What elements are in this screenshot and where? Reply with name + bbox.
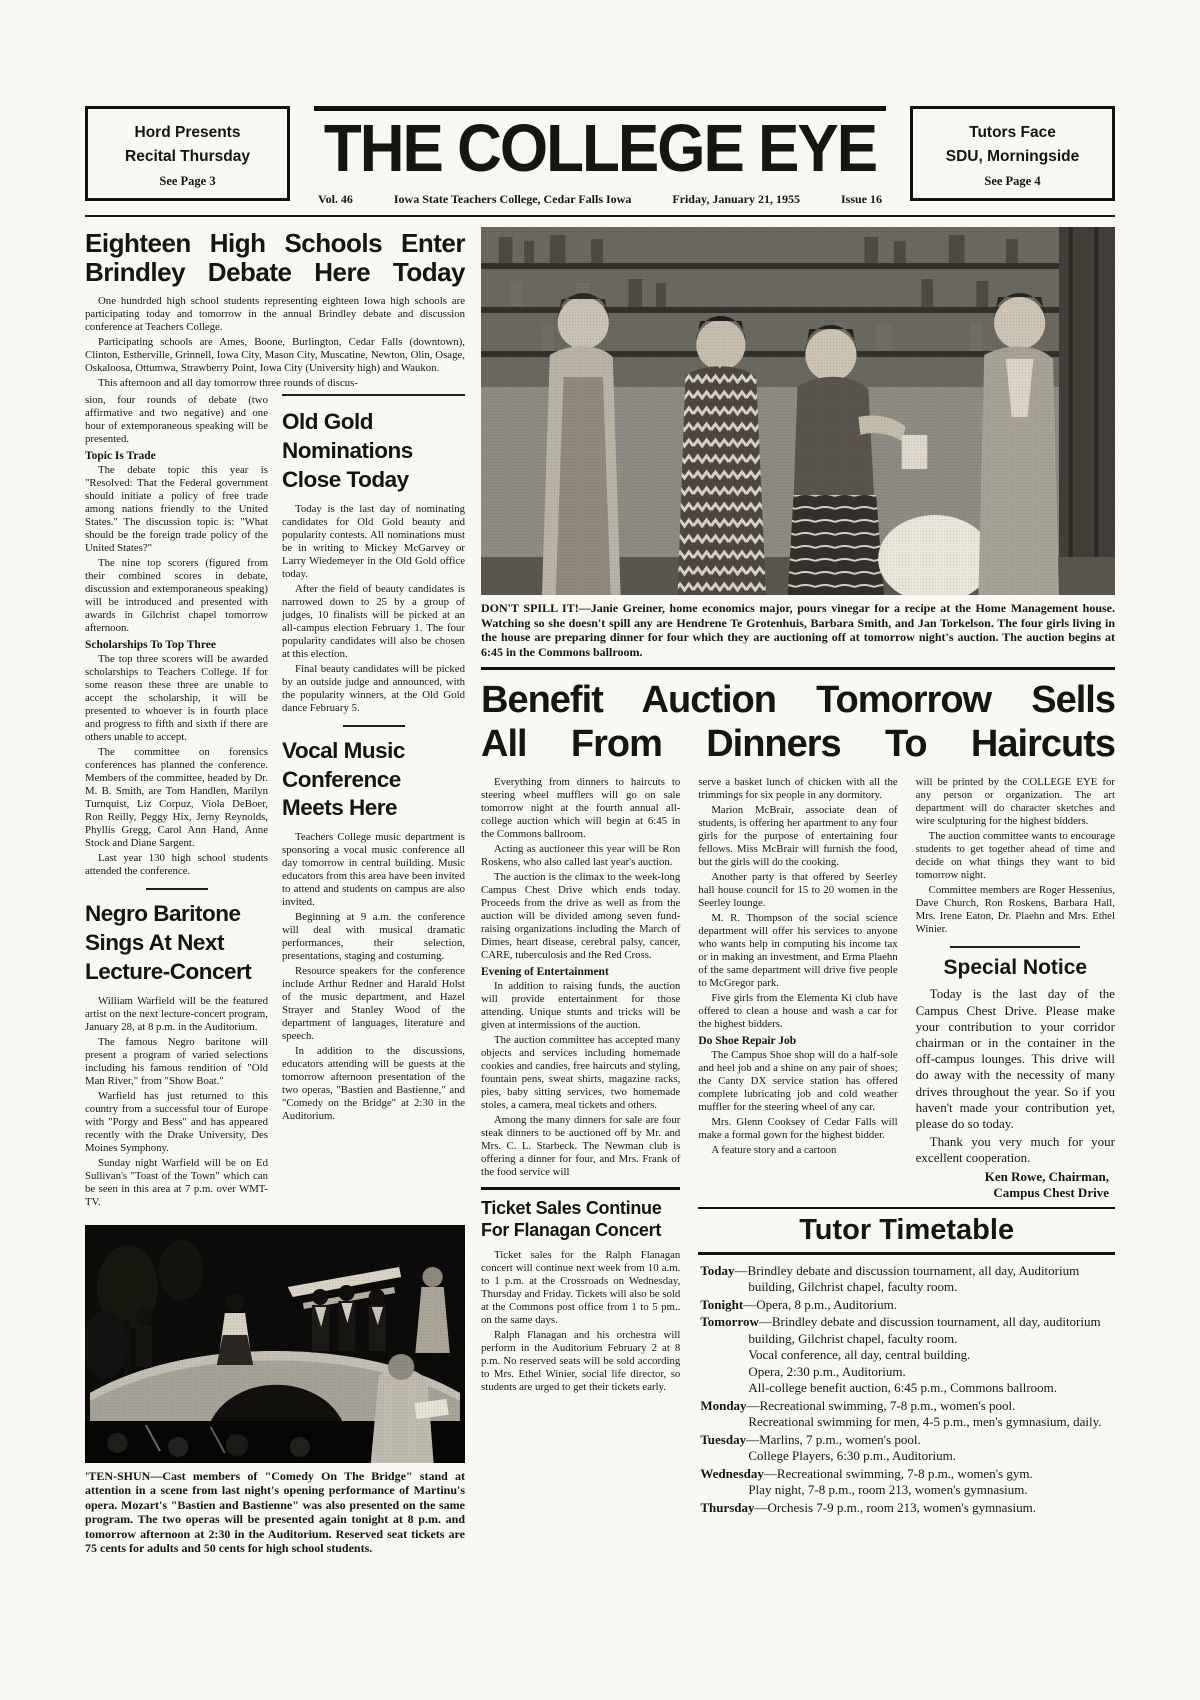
lead-continuation: sion, four rounds of debate (two affirmative and two negative) and one hour of extemporaneous speaking will be presented. bbox=[85, 394, 268, 446]
right-zone bbox=[481, 227, 1115, 1556]
article-paragraph: The top three scorers will be awarded scholarships to Teachers College. If for some reason these three are unable to accept the scholarship, it will be presented to whoever is in fourth place and progress to fifth and sixth if there are others unable to accept. bbox=[85, 653, 268, 744]
benefit-col3-continuation: will be printed by the COLLEGE EYE for any person or organization. The art department will do character sketches and wire sculpturing for the highest bidders. bbox=[915, 776, 1115, 828]
article-paragraph: Participating schools are Ames, Boone, Burlington, Cedar Falls (downtown), Clinton, Estherville, Grinnell, Iowa City, Mason City, Muscatine, Newton, Olin, Osage, Oskaloosa, Ottumwa, Strawberry Point, Iowa City (University high) and Waukon. bbox=[85, 336, 465, 375]
special-notice-title: Special Notice bbox=[943, 956, 1088, 980]
kitchen-photo-art bbox=[481, 227, 1115, 595]
lead-subhead-scholarships: Scholarships To Top Three bbox=[85, 639, 216, 652]
special-notice-divider bbox=[950, 946, 1080, 948]
timetable-entry-first-line bbox=[700, 1297, 1113, 1314]
article-paragraph: Acting as auctioneer this year will be Ron Roskens, who also called last year's auction. bbox=[481, 843, 681, 869]
timetable-day: Today bbox=[700, 1262, 735, 1278]
article-paragraph: In addition to raising funds, the auction will provide entertainment for those attending. Unique stunts and tricks will be given at intermissions of the auction. bbox=[481, 980, 681, 1032]
timetable-extra-lines bbox=[700, 1482, 1113, 1499]
timetable-event: —Opera, 8 p.m., Auditorium. bbox=[743, 1296, 898, 1312]
special-notice-body bbox=[916, 986, 1115, 1166]
article-divider bbox=[146, 888, 208, 890]
masthead-top-rule bbox=[314, 106, 886, 111]
article-paragraph: The Campus Shoe shop will do a half-sole and heel job and a shine on any pair of shoes; the Canty DX service station has offered complete lubricating job and cold weather muffler for the steering wheel of any car. bbox=[698, 1049, 898, 1114]
timetable-entry-first-line bbox=[700, 1500, 1113, 1517]
lead-headline: Eighteen High Schools Enter Brindley Debate Here Today bbox=[85, 228, 465, 287]
article-paragraph: One hundrded high school students representing eighteen Iowa high schools are participating today and tomorrow in the annual Brindley debate and discussion conference at Teachers College. bbox=[85, 295, 465, 334]
benefit-col2-continuation: serve a basket lunch of chicken with all the trimmings for six people in any dormitory. bbox=[698, 776, 898, 802]
benefit-col1-paras-after bbox=[481, 980, 680, 1179]
article-paragraph: The committee on forensics conferences has planned the conference. Members of the committee, headed by Dr. M. B. Smith, are Tom Handlen, Marilyn Turnquist, Liz Corpuz, Viola DeBoer, Ron Reilly, Peggy Hix, Jerny Reynolds, Phyllis Gregg, Carol Ann Hand, Anne Stock and Diane Sargent. bbox=[85, 746, 268, 850]
timetable-entry bbox=[700, 1500, 1113, 1517]
timetable-entry bbox=[700, 1297, 1113, 1314]
masthead-bottom-rule bbox=[85, 215, 1115, 217]
timetable-entry-first-line bbox=[700, 1432, 1113, 1449]
timetable-event: —Recreational swimming, 7-8 p.m., women's gym. bbox=[763, 1465, 1033, 1481]
page-content bbox=[85, 227, 1115, 1556]
left-zone bbox=[85, 227, 465, 1556]
ear-right-line1: Tutors Face bbox=[969, 124, 1056, 141]
ear-box-right bbox=[910, 106, 1115, 201]
left-two-columns bbox=[85, 394, 465, 1210]
timetable-entry bbox=[700, 1263, 1113, 1296]
article-paragraph: Last year 130 high school students attended the conference. bbox=[85, 852, 268, 878]
flanagan-article bbox=[481, 1249, 680, 1394]
timetable-event: Opera, 2:30 p.m., Auditorium. bbox=[748, 1363, 906, 1379]
timetable-event: —Brindley debate and discussion tournament, all day, auditorium building, Gilchrist chapel, faculty room. bbox=[748, 1314, 1101, 1346]
lead-paras-scholarships bbox=[85, 653, 268, 878]
notice-paragraph: Thank you very much for your excellent cooperation. bbox=[915, 1134, 1115, 1166]
opera-photo bbox=[85, 1225, 465, 1463]
timetable-event: —Brindley debate and discussion tournament, all day, Auditorium building, Gilchrist chapel, faculty room. bbox=[734, 1262, 1080, 1295]
article-paragraph: Warfield has just returned to this country from a successful tour of Europe with "Porgy and Bess" and has appeared recently with the Drake University, Des Moines Symphony. bbox=[85, 1089, 268, 1154]
left-column-b bbox=[282, 394, 465, 1210]
benefit-col1-subhead: Evening of Entertainment bbox=[481, 966, 609, 979]
opera-photo-caption bbox=[85, 1469, 465, 1556]
timetable-extra-lines bbox=[700, 1347, 1113, 1397]
ear-box-left bbox=[85, 106, 290, 201]
paper-title: THE COLLEGE EYE bbox=[323, 111, 877, 187]
flanagan-headline: Ticket Sales Continue For Flanagan Concert bbox=[481, 1198, 662, 1241]
article-paragraph: Everything from dinners to haircuts to steering wheel mufflers will go on sale tomorrow night at the fourth annual all-college auction which will begin at 6:45 in the Commons ballroom. bbox=[481, 776, 681, 841]
flanagan-top-rule bbox=[481, 1187, 680, 1190]
dateline-organization: Iowa State Teachers College, Cedar Falls Iowa bbox=[393, 192, 632, 207]
lead-intro bbox=[85, 295, 465, 390]
timetable-entry bbox=[700, 1466, 1113, 1499]
timetable-entry-first-line bbox=[700, 1466, 1113, 1483]
article-paragraph: In addition to the discussions, educators attending will be guests at the tomorrow afternoon presentation of the two operas, "Bastien and Bastienne," and "Comedy on the Bridge" at 2:30 in the Auditorium. bbox=[282, 1045, 465, 1123]
benefit-headline-line1: Benefit Auction Tomorrow Sells bbox=[481, 679, 1115, 722]
timetable-day: Tonight bbox=[700, 1296, 744, 1312]
article-paragraph: Resource speakers for the conference include Arthur Redner and Harald Holst of the music department, and Hazel Strayer and Stanley Wood of the department of languages, literature and speech. bbox=[282, 965, 465, 1043]
timetable-entry-first-line bbox=[700, 1263, 1113, 1296]
timetable-entry-first-line bbox=[700, 1314, 1113, 1347]
lead-paras-topic bbox=[85, 464, 268, 635]
timetable-event: Vocal conference, all day, central building. bbox=[748, 1347, 971, 1363]
article-paragraph: A feature story and a cartoon bbox=[711, 1144, 837, 1157]
article-paragraph: The famous Negro baritone will present a program of varied selections including his famous rendition of "Old Man River," from "Show Boat." bbox=[85, 1035, 268, 1087]
benefit-col3-paras bbox=[916, 830, 1115, 936]
caption-lead: DON'T SPILL IT! bbox=[481, 601, 579, 616]
dateline-date: Friday, January 21, 1955 bbox=[672, 192, 800, 207]
left-column-a bbox=[85, 394, 268, 1210]
dateline bbox=[314, 192, 886, 207]
old-gold-article bbox=[282, 503, 465, 715]
article-paragraph: Five girls from the Elementa Ki club have offered to clean a house and wash a car for the highest bidders. bbox=[698, 992, 898, 1031]
article-paragraph: Teachers College music department is sponsoring a vocal music conference all day tomorrow in central building. Music educators from this area have been invited to attend and students on campus are also invited. bbox=[282, 831, 465, 909]
timetable-title: Tutor Timetable bbox=[799, 1214, 1015, 1247]
article-paragraph: The auction committee has accepted many objects and services including homemade cookies and candies, free haircuts and styling, fountain pens, sweat shirts, magazine racks, pies, baby sitting services, two homemade stoles, a camera, meal tickets and others. bbox=[481, 1034, 681, 1112]
notice-signature-name: Ken Rowe, Chairman, bbox=[984, 1168, 1109, 1184]
article-paragraph: Today is the last day of nominating candidates for Old Gold beauty and popularity contests. All nominations must be in writing to Mickey McGarvey or Larry Wiedemeyer in the Old Gold office today. bbox=[282, 502, 465, 580]
article-paragraph: The debate topic this year is "Resolved: That the Federal government should initiate a policy of free trade among nations friendly to the United States." The discussion topic is: "What should be the foreign trade policy of the United States?" bbox=[85, 464, 268, 555]
vocal-music-headline: Vocal Music Conference Meets Here bbox=[282, 737, 405, 821]
article-paragraph: This afternoon and all day tomorrow three rounds of discus- bbox=[98, 377, 358, 390]
dateline-issue: Issue 16 bbox=[840, 192, 882, 207]
caption-lead: 'TEN-SHUN bbox=[85, 1468, 151, 1483]
benefit-col2-paras-after bbox=[698, 1049, 897, 1157]
benefit-column-1 bbox=[481, 776, 680, 1517]
old-gold-top-rule bbox=[282, 394, 465, 396]
caption-text: —Janie Greiner, home economics major, pours vinegar for a recipe at the Home Management house. Watching so she doesn't spill any are Hendrene Te Grotenhuis, Barbara Smith, and Jan Torkelson. The four girls living in the house are preparing dinner for four which they are auctioning off at tomorrow night's auction. The auction begins at 6:45 in the Commons ballroom. bbox=[481, 601, 1115, 659]
timetable-entry-first-line bbox=[700, 1398, 1113, 1415]
timetable-day: Thursday bbox=[700, 1499, 755, 1515]
benefit-columns bbox=[481, 776, 1115, 1517]
article-paragraph: Ticket sales for the Ralph Flanagan concert will continue next week from 10 a.m. to 1 p.m. at the Crossroads on Wednesday, Thursday and Friday. Tickets will also be sold at the Commons post office from 1 to 5 pm.. on the same days. bbox=[481, 1249, 681, 1327]
tutor-timetable bbox=[698, 1207, 1115, 1518]
benefit-top-rule bbox=[481, 667, 1115, 670]
article-paragraph: Sunday night Warfield will be on Ed Sullivan's "Toast of the Town" which can be seen in this area at 7 p.m. over WMT-TV. bbox=[85, 1156, 268, 1208]
article-paragraph: The auction is the climax to the week-long Campus Chest Drive which ends today. Proceeds from the drive as well as from the auction will be divided among seven fund-raising organizations including the March of Dimes, heart disease, cerebral palsy, cancer, CARE, tuberculosis and the Red Cross. bbox=[481, 871, 681, 962]
article-paragraph: Marion McBrair, associate dean of students, is offering her apartment to any four girls for the purpose of entertaining four fellows. Miss McBrair will furnish the food, but the girls will do the cooking. bbox=[698, 804, 898, 869]
ear-left-see-page: See Page 3 bbox=[159, 174, 216, 189]
benefit-col2-paras bbox=[698, 804, 897, 1031]
timetable-entry bbox=[700, 1398, 1113, 1431]
kitchen-photo bbox=[481, 227, 1115, 595]
timetable-event: —Recreational swimming, 7-8 p.m., women's pool. bbox=[746, 1397, 1016, 1413]
timetable-entry bbox=[700, 1314, 1113, 1397]
ear-right-line2: SDU, Morningside bbox=[945, 148, 1080, 166]
timetable-top-rule bbox=[698, 1207, 1115, 1210]
opera-photo-art bbox=[85, 1225, 465, 1463]
notice-signature-org: Campus Chest Drive bbox=[993, 1184, 1109, 1200]
article-paragraph: Committee members are Roger Hessenius, Dave Church, Ron Roskens, Barbara Hall, Mrs. Irene Eaton, Dr. Plaehn and Mrs. Ethel Winier. bbox=[915, 884, 1115, 936]
article-paragraph: Another party is that offered by Seerley hall house council for 15 to 20 women in the Seerley lounge. bbox=[698, 871, 898, 910]
timetable-event: Play night, 7-8 p.m., room 213, women's gymnasium. bbox=[748, 1482, 1028, 1498]
timetable-entries bbox=[698, 1255, 1115, 1517]
timetable-extra-lines bbox=[700, 1448, 1113, 1465]
kitchen-photo-caption bbox=[481, 601, 1115, 659]
article-paragraph: Ralph Flanagan and his orchestra will perform in the Auditorium February 2 at 8 p.m. No reserved seats will be sold according to Mrs. Ethel Winier, social life director, so students are urged to get their tickets early. bbox=[481, 1329, 681, 1394]
benefit-col1-paras bbox=[481, 776, 680, 962]
dateline-volume: Vol. 46 bbox=[318, 192, 353, 207]
article-paragraph: Mrs. Glenn Cooksey of Cedar Falls will make a formal gown for the highest bidder. bbox=[698, 1116, 898, 1142]
article-paragraph: After the field of beauty candidates is narrowed down to 25 by a group of judges, 10 finalists will be picked at an all-campus election February 1. The four popularity candidates will also be chosen at this election. bbox=[282, 582, 465, 660]
article-paragraph: M. R. Thompson of the social science department will offer his services to anyone who wants help in computing his income tax or in making an investment, and Erma Plaehn of the same department will drive five people to McGregor park. bbox=[698, 912, 898, 990]
vocal-music-article bbox=[282, 831, 465, 1123]
timetable-event: —Orchesis 7-9 p.m., room 213, women's gymnasium. bbox=[754, 1499, 1036, 1515]
old-gold-headline: Old Gold Nominations Close Today bbox=[282, 409, 413, 493]
article-paragraph: The nine top scorers (figured from their combined scores in debate, discussion and extemporaneous speaking) will be introduced and presented with awards in Gilchrist chapel tomorrow afternoon. bbox=[85, 557, 268, 635]
timetable-entry bbox=[700, 1432, 1113, 1465]
ear-left-line1: Hord Presents bbox=[134, 124, 241, 141]
timetable-event: College Players, 6:30 p.m., Auditorium. bbox=[748, 1448, 956, 1464]
article-paragraph: Final beauty candidates will be picked by an outside judge and announced, with the popularity winners, at the Old Gold dance February 5. bbox=[282, 662, 465, 714]
ear-left-line2: Recital Thursday bbox=[125, 148, 250, 166]
ear-right-see-page: See Page 4 bbox=[984, 174, 1041, 189]
baritone-headline: Negro Baritone Sings At Next Lecture-Concert bbox=[85, 901, 252, 985]
timetable-day: Tomorrow bbox=[700, 1314, 759, 1330]
timetable-extra-lines bbox=[700, 1414, 1113, 1431]
timetable-day: Monday bbox=[700, 1397, 747, 1413]
timetable-day: Wednesday bbox=[700, 1465, 764, 1481]
benefit-col2-subhead: Do Shoe Repair Job bbox=[698, 1035, 797, 1048]
timetable-event: —Marlins, 7 p.m., women's pool. bbox=[746, 1431, 921, 1447]
notice-paragraph: Today is the last day of the Campus Chest Drive. Please make your contribution to your corridor chairman or in the container in the off-campus lounges. This drive will do away with the necessity of many drives throughout the year. So if you haven't made your contribution yet, please do so today. bbox=[915, 986, 1115, 1132]
timetable-event: Recreational swimming for men, 4-5 p.m., men's gymnasium, daily. bbox=[748, 1414, 1102, 1430]
masthead-center bbox=[304, 106, 896, 207]
timetable-event: All-college benefit auction, 6:45 p.m., Commons ballroom. bbox=[748, 1380, 1058, 1396]
article-paragraph: Among the many dinners for sale are four steak dinners to be auctioned off by Mr. and Mrs. C. L. Starbeck. The Newman club is offering a dinner for four, and Mrs. Frank of the food service will bbox=[481, 1114, 681, 1179]
benefit-column-2 bbox=[698, 776, 897, 1200]
timetable-day: Tuesday bbox=[700, 1431, 747, 1447]
article-paragraph: William Warfield will be the featured artist on the next lecture-concert program, January 28, at 8 p.m. in the Auditorium. bbox=[85, 994, 268, 1033]
masthead bbox=[85, 106, 1115, 207]
article-paragraph: The auction committee wants to encourage students to get together ahead of time and decide on what things they want to bid tomorrow night. bbox=[915, 830, 1115, 882]
baritone-article bbox=[85, 995, 268, 1209]
benefit-column-3 bbox=[916, 776, 1115, 1200]
article-divider bbox=[343, 725, 405, 727]
article-paragraph: Beginning at 9 a.m. the conference will deal with musical dramatic performances, their selection, presentations, staging and costuming. bbox=[282, 911, 465, 963]
benefit-headline-line2: All From Dinners To Haircuts bbox=[481, 723, 1115, 766]
benefit-headline bbox=[481, 678, 1115, 766]
lead-subhead-topic: Topic Is Trade bbox=[85, 450, 156, 463]
caption-text: —Cast members of "Comedy On The Bridge" stand at attention in a scene from last night's opening performance of Martinu's opera. Mozart's "Bastien and Bastienne" was also presented on the same program. The two operas will be presented again tonight at 8 p.m. and tomorrow afternoon at 2:30 in the Auditorium. Reserved seat tickets are 75 cents for adults and 50 cents for high school students. bbox=[85, 1468, 465, 1556]
